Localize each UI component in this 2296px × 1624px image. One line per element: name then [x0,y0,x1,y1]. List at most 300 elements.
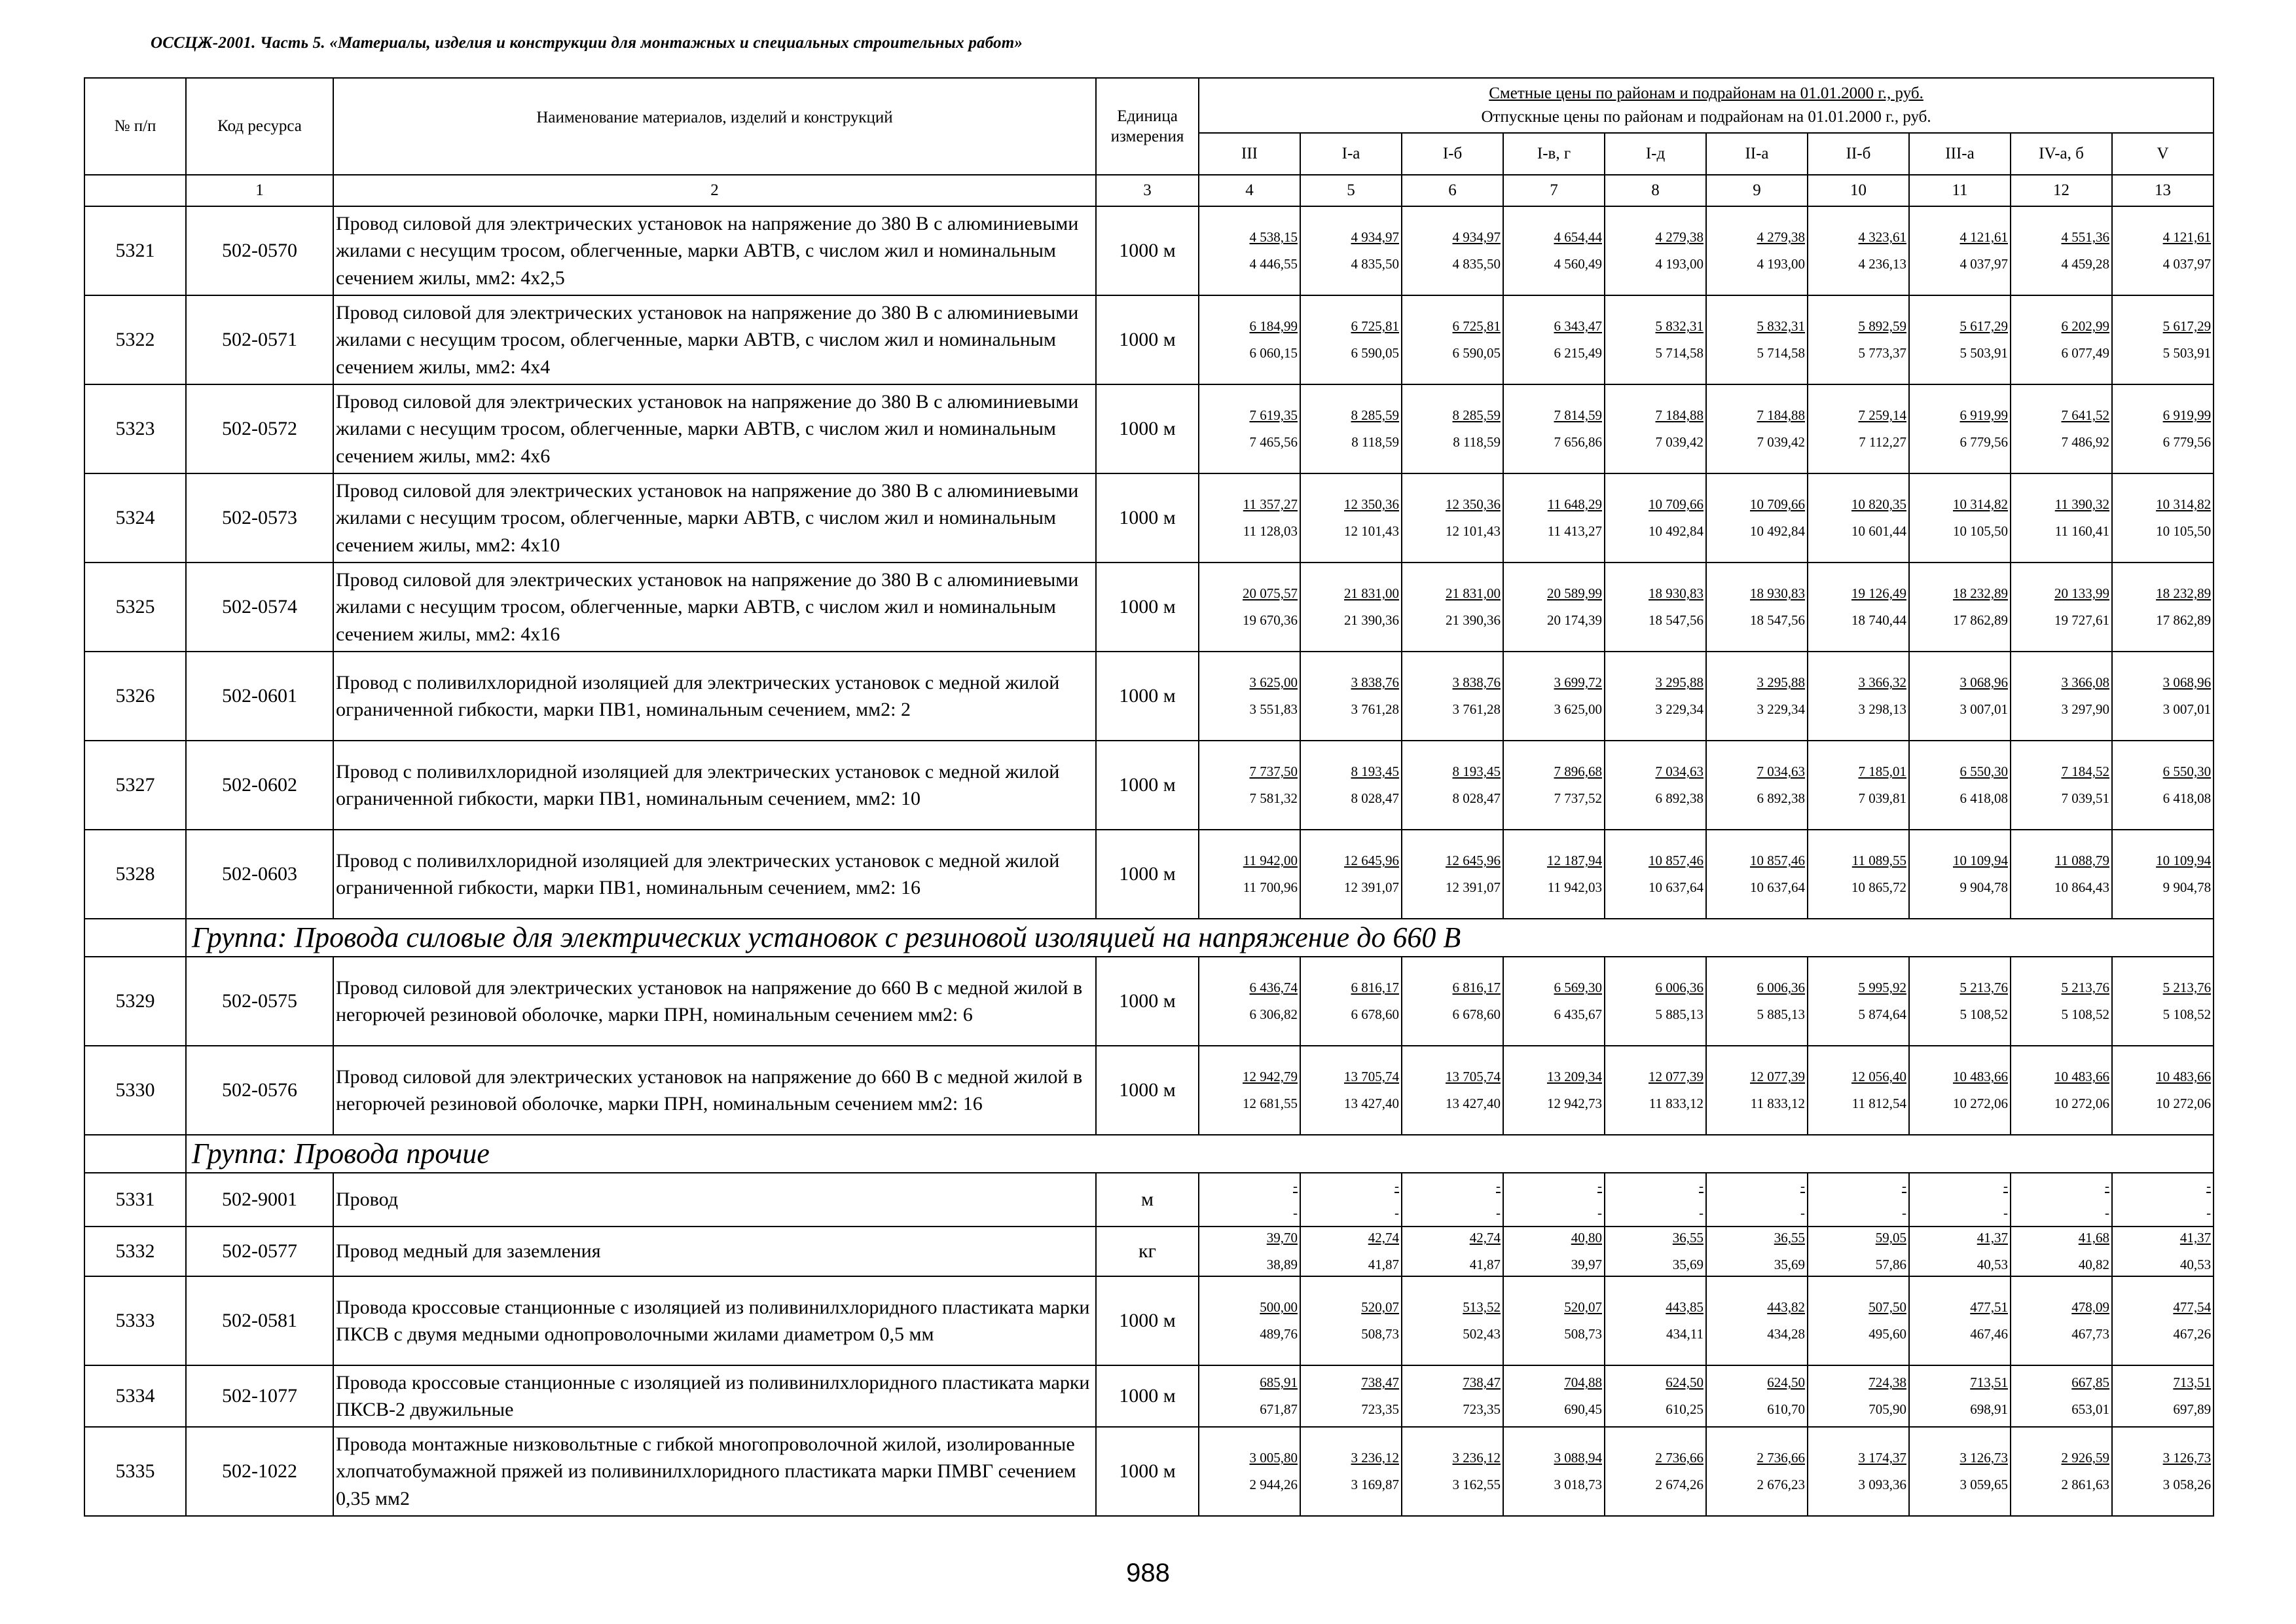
estimated-price: 7 034,63 [1757,764,1805,779]
unit-of-measure: 1000 м [1096,563,1199,652]
release-price: 6 779,56 [2162,434,2212,450]
estimated-price: 13 209,34 [1547,1069,1602,1084]
price-cell [1402,295,1503,384]
release-price: 21 390,36 [1446,612,1501,628]
item-name: Провод силовой для электрических установок на напряжение до 380 В с алюминиевыми жилами с несущим тросом, облегченные, марки АВТВ, с числом жил и номинальным сечением жилы, мм2: 4х6 [333,384,1096,473]
price-cell [1199,1173,1300,1227]
page-number: 988 [1126,1559,1170,1587]
estimated-price: 4 551,36 [2061,229,2109,245]
item-name: Провод силовой для электрических установок на напряжение до 380 В с алюминиевыми жилами с несущим тросом, облегченные, марки АВТВ, с числом жил и номинальным сечением жилы, мм2: 4х16 [333,563,1096,652]
release-price: 8 118,59 [1351,434,1399,450]
estimated-price: 2 736,66 [1757,1450,1805,1466]
release-price: 7 486,92 [2061,434,2109,450]
price-cell [1199,652,1300,741]
price-cell [1503,1173,1605,1227]
resource-code: 502-9001 [186,1173,333,1227]
release-price: 5 503,91 [2162,345,2212,361]
release-price: 5 885,13 [1757,1006,1805,1022]
table-row [84,1427,2214,1516]
release-price: - [1496,1205,1501,1221]
release-price: 467,26 [2173,1326,2212,1342]
release-price: 6 892,38 [1757,790,1805,806]
release-price: 467,73 [2071,1326,2109,1342]
price-cell [1909,206,2011,295]
estimated-price: 6 006,36 [1757,980,1805,995]
price-cell [1199,1276,1300,1365]
price-cell [1808,1227,1909,1276]
price-cell [1909,563,2011,652]
release-price: 6 060,15 [1249,345,1298,361]
price-cell [1808,473,1909,563]
price-cell [1808,563,1909,652]
column-number: 7 [1503,175,1605,206]
release-price: 11 128,03 [1243,523,1298,539]
resource-code: 502-0601 [186,652,333,741]
price-cell [2112,473,2214,563]
unit-of-measure: 1000 м [1096,206,1199,295]
region-header: II-б [1808,133,1909,175]
release-price: 4 446,55 [1249,256,1298,272]
resource-code: 502-0581 [186,1276,333,1365]
column-number: 5 [1300,175,1402,206]
estimated-price: 8 193,45 [1452,764,1501,779]
resource-code: 502-0577 [186,1227,333,1276]
price-cell [1300,1427,1402,1516]
price-cell [2011,741,2112,830]
price-cell [1706,830,1808,919]
region-header: IV-а, б [2011,133,2112,175]
estimated-price: 3 126,73 [2162,1450,2212,1466]
price-cell [1808,1173,1909,1227]
price-cell [1909,1276,2011,1365]
price-cell [2112,652,2214,741]
unit-of-measure: 1000 м [1096,1276,1199,1365]
estimated-price: 18 930,83 [1750,585,1805,601]
price-cell [1605,1173,1706,1227]
release-price: 4 459,28 [2061,256,2109,272]
estimated-price: 12 077,39 [1750,1069,1805,1084]
price-cell [1402,1227,1503,1276]
release-price: 697,89 [2173,1401,2212,1417]
estimated-price: 13 705,74 [1344,1069,1399,1084]
estimated-price: 3 005,80 [1249,1450,1298,1466]
release-price: 35,69 [1774,1257,1805,1272]
estimated-price: 6 919,99 [2162,407,2212,423]
price-cell [2011,1276,2112,1365]
release-price: 7 039,42 [1655,434,1704,450]
release-price: 12 681,55 [1243,1096,1298,1111]
release-price: 3 625,00 [1554,701,1602,717]
row-number: 5333 [84,1276,186,1365]
estimated-price: 7 896,68 [1554,764,1602,779]
price-cell [1909,473,2011,563]
release-price: 40,82 [2078,1257,2109,1272]
region-header: I-б [1402,133,1503,175]
estimated-price: 7 619,35 [1249,407,1298,423]
estimated-price: 520,07 [1564,1299,1602,1315]
header-prices [1199,78,2214,133]
group-row [84,1135,2214,1173]
price-cell [1300,741,1402,830]
price-cell [1199,473,1300,563]
estimated-price: 59,05 [1875,1230,1906,1246]
column-number: 6 [1402,175,1503,206]
estimated-price: 5 892,59 [1858,318,1906,334]
estimated-price: 477,54 [2173,1299,2212,1315]
price-cell [1300,206,1402,295]
item-name: Провод силовой для электрических установок на напряжение до 380 В с алюминиевыми жилами с несущим тросом, облегченные, марки АВТВ, с числом жил и номинальным сечением жилы, мм2: 4х4 [333,295,1096,384]
price-cell [2011,652,2112,741]
estimated-price: 10 820,35 [1851,496,1906,512]
table-row [84,1173,2214,1227]
item-name: Провод силовой для электрических установок на напряжение до 380 В с алюминиевыми жилами с несущим тросом, облегченные, марки АВТВ, с числом жил и номинальным сечением жилы, мм2: 4х2,5 [333,206,1096,295]
price-cell [1706,741,1808,830]
unit-of-measure: 1000 м [1096,830,1199,919]
release-price: 6 435,67 [1554,1006,1602,1022]
estimated-price: 667,85 [2071,1375,2109,1390]
estimated-price: 3 068,96 [2162,674,2212,690]
release-price: 489,76 [1260,1326,1298,1342]
release-price: 3 059,65 [1959,1477,2008,1492]
release-price: 2 944,26 [1249,1477,1298,1492]
release-price: 11 413,27 [1547,523,1602,539]
estimated-price: 5 213,76 [2162,980,2212,995]
price-cell [2112,741,2214,830]
row-number: 5324 [84,473,186,563]
price-cell [2112,206,2214,295]
price-cell [1706,652,1808,741]
price-cell [1503,957,1605,1046]
estimated-price: 36,55 [1672,1230,1704,1246]
region-header: III-а [1909,133,2011,175]
unit-of-measure: 1000 м [1096,741,1199,830]
estimated-price: 12 350,36 [1446,496,1501,512]
row-number: 5327 [84,741,186,830]
estimated-price: 39,70 [1266,1230,1298,1246]
price-cell [1909,384,2011,473]
release-price: 3 007,01 [2162,701,2212,717]
estimated-price: 624,50 [1666,1375,1704,1390]
release-price: 21 390,36 [1344,612,1399,628]
table-row [84,295,2214,384]
estimated-price: 7 184,88 [1757,407,1805,423]
column-number: 10 [1808,175,1909,206]
estimated-price: 4 121,61 [2162,229,2212,245]
resource-code: 502-0576 [186,1046,333,1135]
table-row [84,1365,2214,1427]
price-cell [1300,1365,1402,1427]
release-price: 508,73 [1361,1326,1399,1342]
price-cell [1300,830,1402,919]
release-price: 434,11 [1666,1326,1704,1342]
price-cell [1808,1365,1909,1427]
release-price: - [2105,1205,2109,1221]
table-row [84,957,2214,1046]
release-price: 5 714,58 [1655,345,1704,361]
price-cell [1300,384,1402,473]
price-cell [1199,1046,1300,1135]
release-price: 13 427,40 [1446,1096,1501,1111]
price-cell [1808,1046,1909,1135]
release-price: 3 298,13 [1858,701,1906,717]
estimated-price: 6 184,99 [1249,318,1298,334]
release-price: 10 492,84 [1649,523,1704,539]
estimated-price: 2 736,66 [1655,1450,1704,1466]
price-cell [2011,1427,2112,1516]
table-row [84,652,2214,741]
release-price: 6 077,49 [2061,345,2109,361]
release-price: 434,28 [1767,1326,1805,1342]
estimated-price: 10 857,46 [1750,853,1805,868]
row-number: 5329 [84,957,186,1046]
price-cell [1706,206,1808,295]
estimated-price: 5 832,31 [1757,318,1805,334]
estimated-price: 6 343,47 [1554,318,1602,334]
estimated-price: 738,47 [1463,1375,1501,1390]
estimated-price: 20 075,57 [1243,585,1298,601]
release-price: 6 892,38 [1655,790,1704,806]
release-price: 2 676,23 [1757,1477,1805,1492]
header-code: Код ресурса [186,78,333,175]
price-cell [1402,384,1503,473]
item-name: Провода монтажные низковольтные с гибкой многопроволочной жилой, изолированные хлопчатобумажной пряжей из поливинилхлоридного пластиката марки ПМВГ сечением 0,35 мм2 [333,1427,1096,1516]
price-cell [1909,1173,2011,1227]
estimated-price: 11 390,32 [2054,496,2109,512]
table-row [84,1227,2214,1276]
release-price: 6 418,08 [1959,790,2008,806]
resource-code: 502-0603 [186,830,333,919]
price-cell [1503,295,1605,384]
estimated-price: 520,07 [1361,1299,1399,1315]
release-price: 3 761,28 [1452,701,1501,717]
release-price: 17 862,89 [1953,612,2008,628]
price-cell [1605,206,1706,295]
price-cell [1605,295,1706,384]
release-price: 18 547,56 [1750,612,1805,628]
release-price: 8 028,47 [1351,790,1399,806]
row-number: 5322 [84,295,186,384]
estimated-price: 7 184,88 [1655,407,1704,423]
unit-of-measure: 1000 м [1096,652,1199,741]
column-number: 4 [1199,175,1300,206]
column-number: 2 [333,175,1096,206]
price-cell [1503,1276,1605,1365]
release-price: 10 272,06 [2054,1096,2109,1111]
price-cell [1605,957,1706,1046]
estimated-price: - [1800,1178,1805,1194]
estimated-price: 19 126,49 [1851,585,1906,601]
estimated-price: 10 857,46 [1649,853,1704,868]
estimated-price: 5 995,92 [1858,980,1906,995]
group-empty-cell [84,1135,186,1173]
estimated-price: - [2003,1178,2008,1194]
estimated-price: 3 838,76 [1351,674,1399,690]
price-cell [2112,1276,2214,1365]
release-price: 7 737,52 [1554,790,1602,806]
estimated-price: 10 314,82 [1953,496,2008,512]
column-numbers-row [84,175,2214,206]
release-price: 698,91 [1970,1401,2008,1417]
estimated-price: 3 625,00 [1249,674,1298,690]
price-cell [1300,652,1402,741]
price-cell [1199,830,1300,919]
release-price: - [1800,1205,1805,1221]
price-cell [1402,741,1503,830]
estimated-price: 10 483,66 [2156,1069,2212,1084]
row-number: 5325 [84,563,186,652]
estimated-price: - [1394,1178,1399,1194]
estimated-price: 18 232,89 [2156,585,2212,601]
release-price: 7 112,27 [1859,434,1906,450]
release-price: 3 297,90 [2061,701,2109,717]
release-price: 723,35 [1463,1401,1501,1417]
row-number: 5335 [84,1427,186,1516]
table-row [84,384,2214,473]
price-cell [2112,1173,2214,1227]
release-price: - [2206,1205,2212,1221]
header-num: № п/п [84,78,186,175]
release-price: 13 427,40 [1344,1096,1399,1111]
estimated-price: 477,51 [1970,1299,2008,1315]
release-price: 11 942,03 [1547,879,1602,895]
price-cell [1503,1427,1605,1516]
item-name: Провод силовой для электрических установок на напряжение до 660 В с медной жилой в негорючей резиновой оболочке, марки ПРН, номинальным сечением мм2: 6 [333,957,1096,1046]
release-price: 5 714,58 [1757,345,1805,361]
release-price: 4 835,50 [1351,256,1399,272]
item-name: Провод с поливилхлоридной изоляцией для электрических установок с медной жилой ограниченной гибкости, марки ПВ1, номинальным сечением, мм2: 2 [333,652,1096,741]
price-cell [2011,206,2112,295]
estimated-price: 3 236,12 [1452,1450,1501,1466]
column-number-empty [84,175,186,206]
release-price: 3 229,34 [1655,701,1704,717]
release-price: - [1597,1205,1602,1221]
estimated-price: 3 088,94 [1554,1450,1602,1466]
table-row [84,563,2214,652]
release-price: 7 465,56 [1249,434,1298,450]
release-price: 705,90 [1868,1401,1906,1417]
estimated-price: 41,37 [1977,1230,2008,1246]
release-price: 3 162,55 [1452,1477,1501,1492]
price-cell [1706,563,1808,652]
price-cell [2112,384,2214,473]
price-cell [1706,295,1808,384]
estimated-price: 5 213,76 [1959,980,2008,995]
price-cell [2011,473,2112,563]
price-cell [1402,957,1503,1046]
price-cell [1909,830,2011,919]
release-price: 10 865,72 [1851,879,1906,895]
release-price: 6 590,05 [1351,345,1399,361]
release-price: 7 039,81 [1858,790,1906,806]
release-price: - [1394,1205,1399,1221]
estimated-price: - [1293,1178,1298,1194]
price-cell [1402,473,1503,563]
price-cell [1402,1173,1503,1227]
price-cell [1808,957,1909,1046]
release-price: 41,87 [1368,1257,1399,1272]
release-price: 10 637,64 [1750,879,1805,895]
release-price: 9 904,78 [1959,879,2008,895]
estimated-price: 2 926,59 [2061,1450,2109,1466]
table-row [84,206,2214,295]
release-price: - [1902,1205,1906,1221]
price-cell [2011,1227,2112,1276]
release-price: 6 215,49 [1554,345,1602,361]
price-cell [1706,957,1808,1046]
release-price: 3 058,26 [2162,1477,2212,1492]
resource-code: 502-0572 [186,384,333,473]
estimated-price: 7 259,14 [1858,407,1906,423]
estimated-price: 7 641,52 [2061,407,2109,423]
estimated-price: 11 942,00 [1243,853,1298,868]
price-cell [1503,384,1605,473]
release-price: 2 674,26 [1655,1477,1704,1492]
unit-of-measure: 1000 м [1096,1427,1199,1516]
estimated-price: 12 350,36 [1344,496,1399,512]
price-cell [1199,957,1300,1046]
resource-code: 502-0571 [186,295,333,384]
estimated-price: 20 589,99 [1547,585,1602,601]
price-cell [1605,1276,1706,1365]
release-price: 6 678,60 [1452,1006,1501,1022]
price-cell [1808,652,1909,741]
price-cell [2112,1227,2214,1276]
release-price: 17 862,89 [2156,612,2212,628]
row-number: 5321 [84,206,186,295]
release-price: 502,43 [1463,1326,1501,1342]
release-price: 19 670,36 [1243,612,1298,628]
table-row [84,830,2214,919]
estimated-price: 6 919,99 [1959,407,2008,423]
estimated-price: 500,00 [1260,1299,1298,1315]
price-cell [1909,1365,2011,1427]
header-name: Наименование материалов, изделий и конструкций [333,78,1096,175]
region-header: V [2112,133,2214,175]
price-cell [1808,295,1909,384]
price-cell [1605,741,1706,830]
price-cell [1808,206,1909,295]
release-price: 467,46 [1970,1326,2008,1342]
table-row [84,741,2214,830]
release-price: 7 581,32 [1249,790,1298,806]
unit-of-measure: 1000 м [1096,384,1199,473]
release-price: 20 174,39 [1547,612,1602,628]
price-cell [2112,563,2214,652]
release-price: 2 861,63 [2061,1477,2109,1492]
release-price: 6 590,05 [1452,345,1501,361]
header-prices-estimated: Сметные цены по районам и подрайонам на 01.01.2000 г., руб. [1489,84,1923,102]
release-price: 671,87 [1260,1401,1298,1417]
release-price: - [1293,1205,1298,1221]
estimated-price: 7 184,52 [2061,764,2109,779]
release-price: 10 864,43 [2054,879,2109,895]
release-price: 10 637,64 [1649,879,1704,895]
estimated-price: 4 538,15 [1249,229,1298,245]
row-number: 5323 [84,384,186,473]
document-title: ОССЦЖ-2001. Часть 5. «Материалы, изделия и конструкции для монтажных и специальных строительных работ» [151,34,1023,52]
price-cell [1503,741,1605,830]
row-number: 5328 [84,830,186,919]
release-price: 18 547,56 [1649,612,1704,628]
release-price: 8 028,47 [1452,790,1501,806]
item-name: Провод с поливилхлоридной изоляцией для электрических установок с медной жилой ограниченной гибкости, марки ПВ1, номинальным сечением, мм2: 16 [333,830,1096,919]
price-cell [1402,1427,1503,1516]
estimated-price: 704,88 [1564,1375,1602,1390]
release-price: 9 904,78 [2162,879,2212,895]
price-cell [1808,830,1909,919]
item-name: Провод с поливилхлоридной изоляцией для электрических установок с медной жилой ограниченной гибкости, марки ПВ1, номинальным сечением, мм2: 10 [333,741,1096,830]
unit-of-measure: 1000 м [1096,957,1199,1046]
